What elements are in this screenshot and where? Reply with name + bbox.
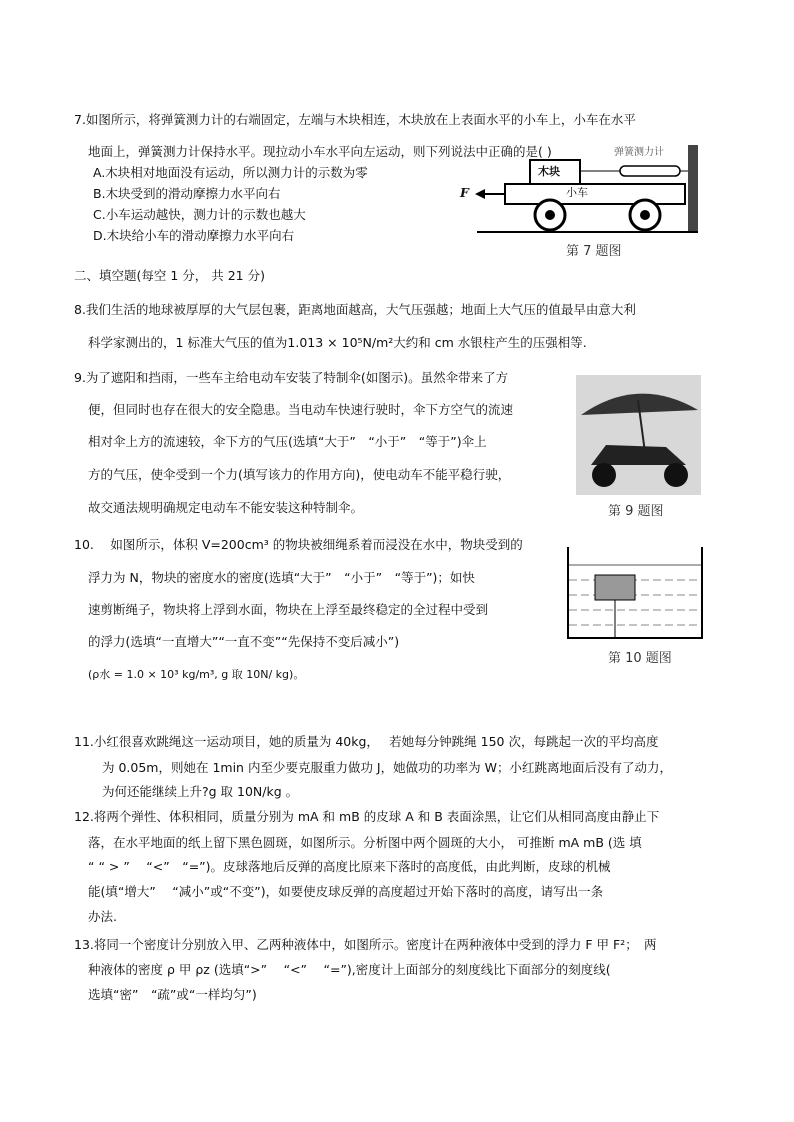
block-label: 木块 (538, 165, 560, 178)
q9-line-1: 9.为了遮阳和挡雨，一些车主给电动车安装了特制伞(如图示)。虽然伞带来了方 (74, 370, 509, 385)
q10-line-1: 10. 如图所示，体积 V=200cm³ 的物块被细绳系着而浸没在水中，物块受到的 (74, 537, 523, 552)
fig10-caption: 第 10 题图 (608, 651, 672, 666)
q10-line-3: 速剪断绳子，物块将上浮到水面，物块在上浮至最终稳定的全过程中受到 (88, 602, 489, 617)
q13-line-1: 13.将同一个密度计分别放入甲、乙两种液体中，如图所示。密度计在两种液体中受到的浮力 F 甲 F²； 两 (74, 937, 657, 952)
q13-line-3: 选填“密” “疏”或“一样均匀”) (88, 987, 257, 1002)
q11-line-1: 11.小红很喜欢跳绳这一运动项目，她的质量为 40kg， 若她每分钟跳绳 150 次，每跳起一次的平均高度 (74, 734, 659, 749)
q8-line-2: 科学家测出的，1 标准大气压的值为1.013 × 10⁵N/m²大约和 cm 水银柱产生的压强相等. (88, 335, 587, 350)
spring-scale-label: 弹簧测力计 (614, 147, 664, 158)
q7-option-a: A.木块相对地面没有运动，所以测力计的示数为零 (93, 165, 368, 180)
fig7-caption: 第 7 题图 (566, 244, 622, 259)
q12-line-1: 12.将两个弹性、体积相同，质量分别为 mA 和 mB 的皮球 A 和 B 表面涂黑，让它们从相同高度由静止下 (74, 809, 660, 824)
section-heading: 二、填空题(每空 1 分， 共 21 分) (74, 268, 265, 283)
q9-line-2: 便，但同时也存在很大的安全隐患。当电动车快速行驶时，伞下方空气的流速 (88, 402, 514, 417)
q12-line-2: 落，在水平地面的纸上留下黑色圆斑，如图所示。分析图中两个圆斑的大小， 可推断 mA mB (选 填 (88, 835, 642, 850)
q7-option-c: C.小车运动越快，测力计的示数也越大 (93, 207, 306, 222)
q10-beaker-figure (565, 545, 705, 640)
fig9-caption: 第 9 题图 (608, 504, 664, 519)
q7-line-2: 地面上，弹簧测力计保持水平。现拉动小车水平向左运动，则下列说法中正确的是( ) (88, 144, 552, 159)
q11-line-3: 为何还能继续上升?g 取 10N/kg 。 (102, 784, 299, 799)
q12-line-3: “ “ > ” “<” “=”)。皮球落地后反弹的高度比原来下落时的高度低，由此判断，皮球的机械 (88, 859, 611, 874)
q9-line-4: 方的气压，使伞受到一个力(填写该力的作用方向)，使电动车不能平稳行驶， (88, 467, 511, 482)
q7-option-d: D.木块给小车的滑动摩擦力水平向右 (93, 228, 295, 243)
q9-line-5: 故交通法规明确规定电动车不能安装这种特制伞。 (88, 500, 364, 515)
cart-label: 小车 (566, 186, 588, 199)
q7-option-b: B.木块受到的滑动摩擦力水平向右 (93, 186, 281, 201)
q10-line-2: 浮力为 N，物块的密度水的密度(选填“大于” “小于” “等于”)；如快 (88, 570, 475, 585)
q11-line-2: 为 0.05m，则她在 1min 内至少要克服重力做功 J，她做功的功率为 W；小红跳离地面后没有了动力， (102, 760, 672, 775)
q13-line-2: 种液体的密度 ρ 甲 ρz (选填“>” “<” “=”),密度计上面部分的刻度线比下面部分的刻度线( (88, 962, 611, 977)
q12-line-5: 办法. (88, 909, 117, 924)
q9-line-3: 相对伞上方的流速较，伞下方的气压(选填“大于” “小于” “等于”)伞上 (88, 434, 487, 449)
q7-line-1: 7.如图所示，将弹簧测力计的右端固定，左端与木块相连，木块放在上表面水平的小车上，小车在水平 (74, 112, 636, 127)
q9-scooter-photo (576, 375, 701, 495)
force-label: F (460, 185, 469, 200)
q10-line-4: 的浮力(选填“一直增大”“一直不变”“先保持不变后减小”) (88, 634, 400, 649)
q10-line-5: (ρ水 = 1.0 × 10³ kg/m³, g 取 10N/ kg)。 (88, 668, 305, 681)
q8-line-1: 8.我们生活的地球被厚厚的大气层包裹，距离地面越高，大气压强越；地面上大气压的值最早由意大利 (74, 302, 636, 317)
q12-line-4: 能(填“增大” “减小”或“不变”)，如要使皮球反弹的高度超过开始下落时的高度，请写出一条 (88, 884, 604, 899)
